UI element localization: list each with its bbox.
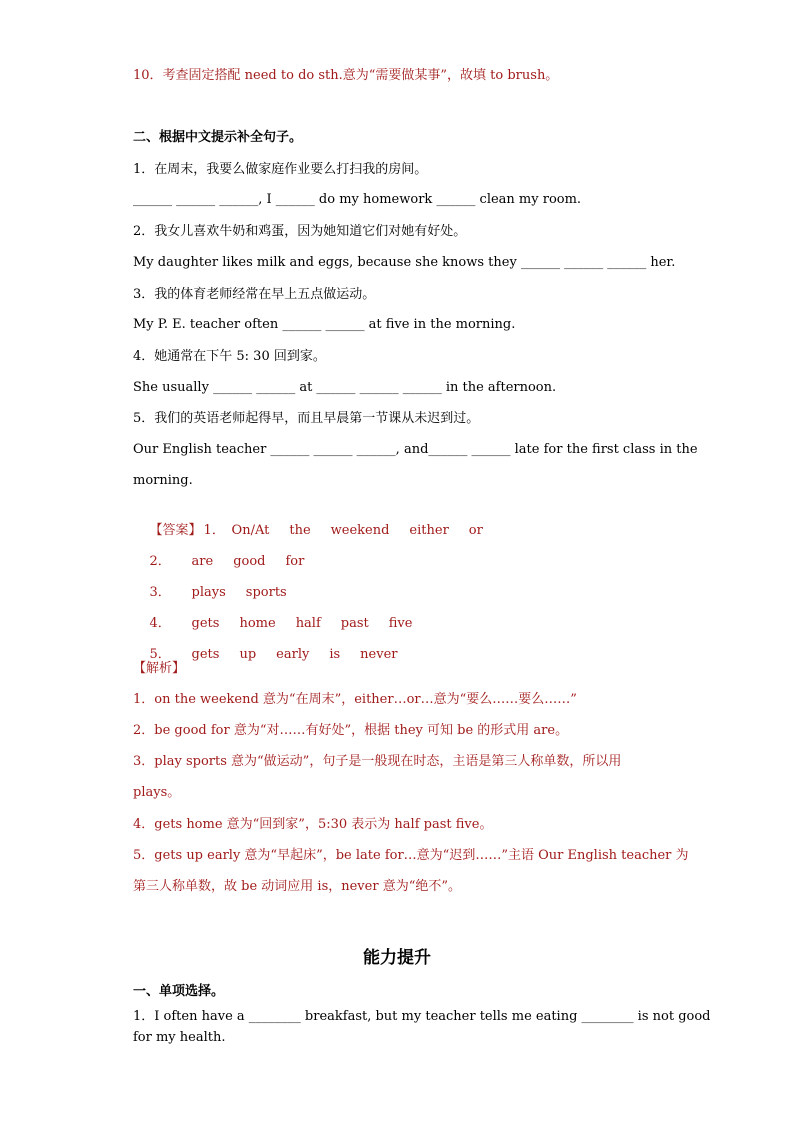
answer-word: never [360,647,398,662]
answer-word: On/At [231,523,270,538]
answer-word: gets [191,616,220,631]
mc-question-1: 1．I often have a ________ breakfast, but my teacher tells me eating ________ is not good [133,1009,711,1024]
answer-word: good [233,554,266,569]
question-1-chinese: 1．在周末，我要么做家庭作业要么打扫我的房间。 [133,162,428,177]
analysis-line: 1．on the weekend 意为“在周末”，either…or…意为“要么……要么……” [133,692,577,707]
question-5-english: Our English teacher ______ ______ ______, and______ ______ late for the first class in the [133,442,698,457]
question-2-chinese: 2．我女儿喜欢牛奶和鸡蛋，因为她知道它们对她有好处。 [133,224,467,239]
section-title: 能力提升 [363,948,431,968]
answer-word: early [276,647,310,662]
analysis-label: 【解析】 [133,661,186,676]
answer-word: is [329,647,341,662]
answer-word: either [409,523,449,538]
analysis-line: 3．play sports 意为“做运动”，句子是一般现在时态，主语是第三人称单数，所以用 [133,754,622,769]
answer-word: the [289,523,311,538]
answer-num: 1． [203,523,225,538]
explanation-10: 10．考查固定搭配 need to do sth.意为“需要做某事”，故填 to brush。 [133,68,559,83]
mc-question-1-cont: for my health. [133,1030,226,1045]
answer-word: home [239,616,276,631]
question-1-english: ______ ______ ______, I ______ do my homework ______ clean my room. [133,192,582,207]
answer-word: past [340,616,369,631]
question-5-chinese: 5．我们的英语老师起得早，而且早晨第一节课从未迟到过。 [133,411,480,426]
answer-word: half [295,616,321,631]
answer-num: 4． [149,616,171,631]
analysis-line: 第三人称单数，故 be 动词应用 is，never 意为“绝不”。 [133,879,461,894]
answer-word: for [285,554,305,569]
answer-word: sports [245,585,287,600]
question-3-english: My P. E. teacher often ______ ______ at five in the morning. [133,317,516,332]
answer-num: 2． [149,554,171,569]
question-3-chinese: 3．我的体育老师经常在早上五点做运动。 [133,287,376,302]
question-4-chinese: 4．她通常在下午 5: 30 回到家。 [133,349,326,364]
question-2-english: My daughter likes milk and eggs, because she knows they ______ ______ ______ her. [133,255,676,270]
answer-word: or [468,523,483,538]
answer-word: five [388,616,413,631]
analysis-line: plays。 [133,785,181,800]
answer-word: up [239,647,257,662]
answer-word: weekend [330,523,390,538]
question-4-english: She usually ______ ______ at ______ ______ ______ in the afternoon. [133,380,557,395]
answer-word: plays [191,585,226,600]
answer-word: are [191,554,214,569]
answer-num: 3． [149,585,171,600]
answer-word: gets [191,647,220,662]
analysis-line: 2．be good for 意为“对……有好处”，根据 they 可知 be 的形式用 are。 [133,723,569,738]
answer-label: 【答案】 [149,523,202,538]
analysis-line: 4．gets home 意为“回到家”，5:30 表示为 half past five。 [133,817,493,832]
answer-num: 5． [149,647,171,662]
analysis-line: 5．gets up early 意为“早起床”，be late for…意为“迟到……”主语 Our English teacher 为 [133,848,689,863]
section-heading-single-choice: 一、单项选择。 [133,984,225,999]
section-heading-fill-sentences: 二、根据中文提示补全句子。 [133,130,303,145]
question-5-english-cont: morning. [133,473,193,488]
